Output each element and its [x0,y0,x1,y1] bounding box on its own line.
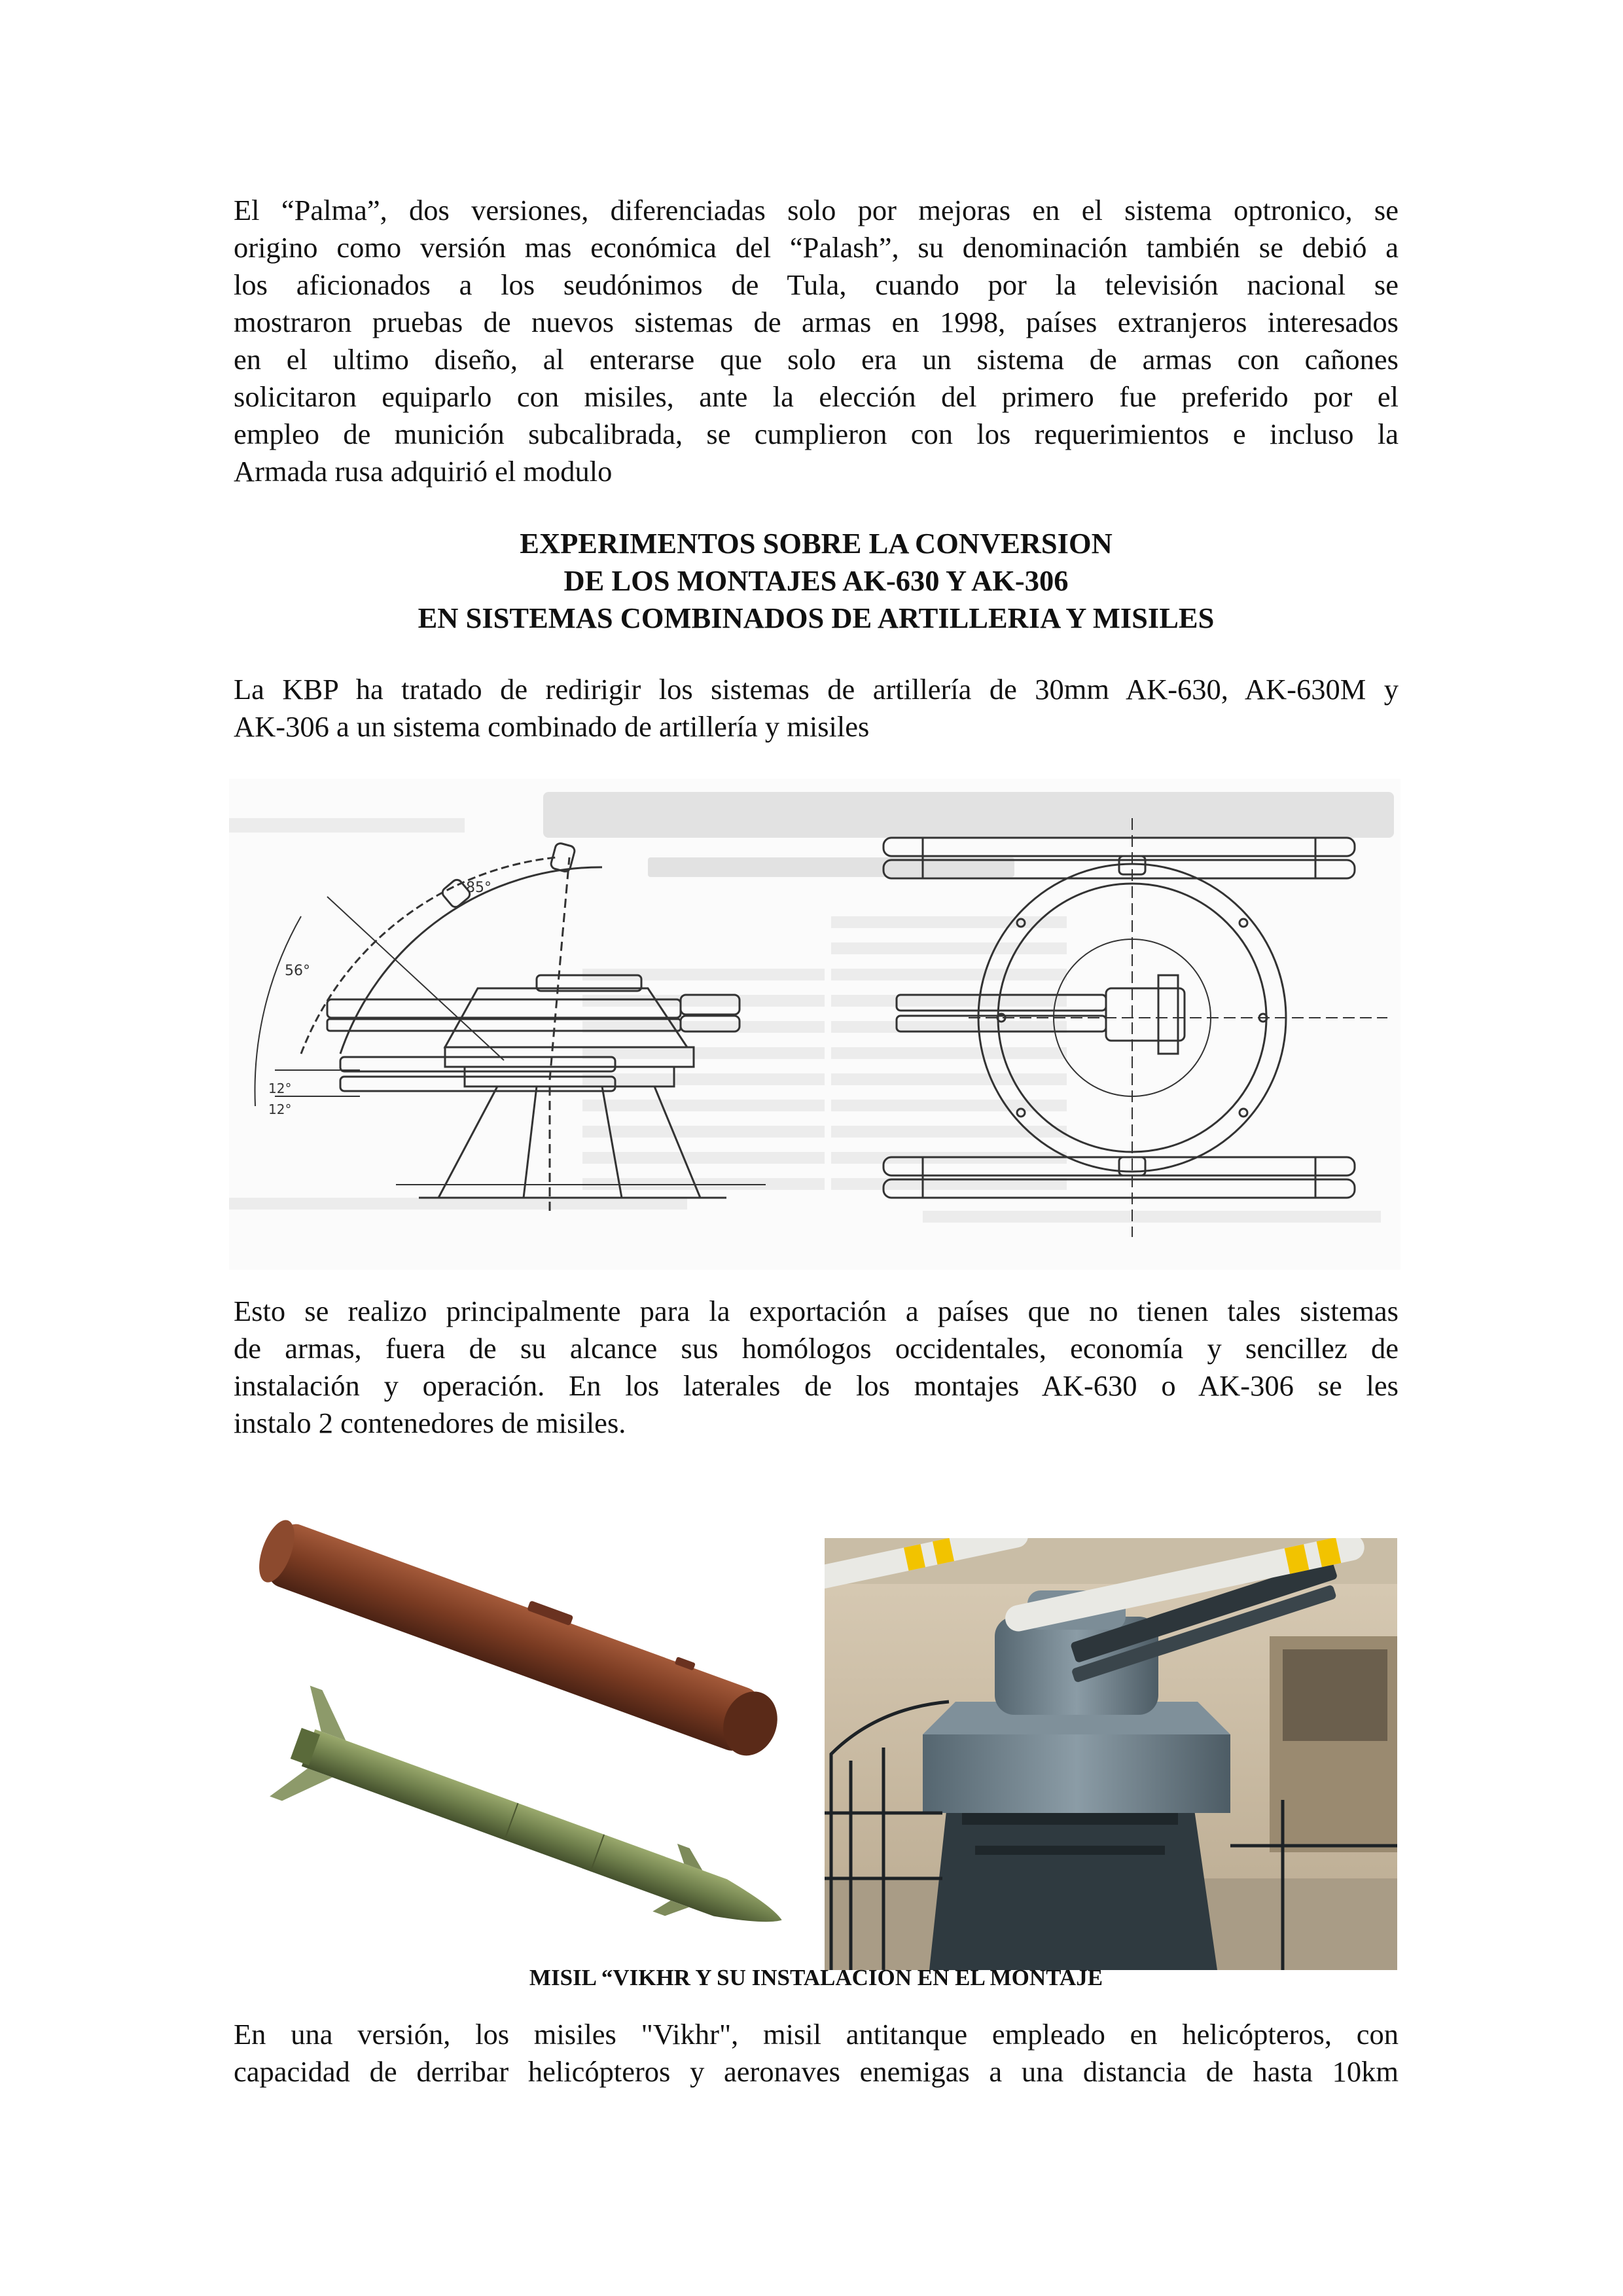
paragraph-kbp [234,671,1399,745]
text-line: El “Palma”, dos versiones, diferenciadas solo por mejoras en el sistema optronico, se [234,194,1399,226]
missile-illustration [236,1486,818,1944]
heading-line: EXPERIMENTOS SOBRE LA CONVERSION [520,527,1113,560]
text-line: Esto se realizo principalmente para la exportación a países que no tienen tales sistemas [234,1295,1399,1327]
heading-line: DE LOS MONTAJES AK-630 Y AK-306 [563,564,1069,597]
technical-drawing [229,779,1400,1270]
text-line: solicitaron equiparlo con misiles, ante la elección del primero fue preferido por el [234,380,1399,413]
paragraph-palma [234,192,1399,490]
paragraph-vikhr [234,2016,1399,2090]
text-line: de armas, fuera de su alcance sus homólogos occidentales, economía y sencillez de [234,1332,1399,1365]
angle-label: 12° [268,1081,292,1096]
text-line: AK-306 a un sistema combinado de artillería y misiles [234,710,870,743]
mount-illustration [825,1538,1397,1970]
text-line: en el ultimo diseño, al enterarse que solo era un sistema de armas con cañones [234,343,1399,376]
mount-installation-photo [825,1538,1397,1970]
heading-line: EN SISTEMAS COMBINADOS DE ARTILLERIA Y MISILES [418,601,1215,634]
angle-label: 12° [268,1102,292,1117]
text-line: empleo de munición subcalibrada, se cumplieron con los requerimientos e incluso la [234,418,1399,450]
angle-label: 56° [285,963,310,979]
text-line: mostraron pruebas de nuevos sistemas de armas en 1998, países extranjeros interesados [234,306,1399,338]
paragraph-export [234,1293,1399,1442]
text-line: instalo 2 contenedores de misiles. [234,1407,626,1439]
text-line: La KBP ha tratado de redirigir los sistemas de artillería de 30mm AK-630, AK-630M y [234,673,1399,706]
text-line: los aficionados a los seudónimos de Tula, cuando por la televisión nacional se [234,268,1399,301]
text-line: origino como versión mas económica del “Palash”, su denominación también se debió a [234,231,1399,264]
text-line: instalación y operación. En los laterales de los montajes AK-630 o AK-306 se les [234,1369,1399,1402]
angle-label: 85° [466,880,491,896]
text-line: En una versión, los misiles "Vikhr", misil antitanque empleado en helicópteros, con [234,2018,1399,2051]
section-heading [234,525,1399,637]
figure-caption: MISIL “VIKHR Y SU INSTALACION EN EL MONTAJE [529,1965,1103,1990]
text-line: capacidad de derribar helicópteros y aeronaves enemigas a una distancia de hasta 10km [234,2055,1399,2088]
vikhr-missile-photo [236,1486,818,1944]
text-line: Armada rusa adquirió el modulo [234,455,613,488]
technical-drawing-figure [229,779,1400,1270]
